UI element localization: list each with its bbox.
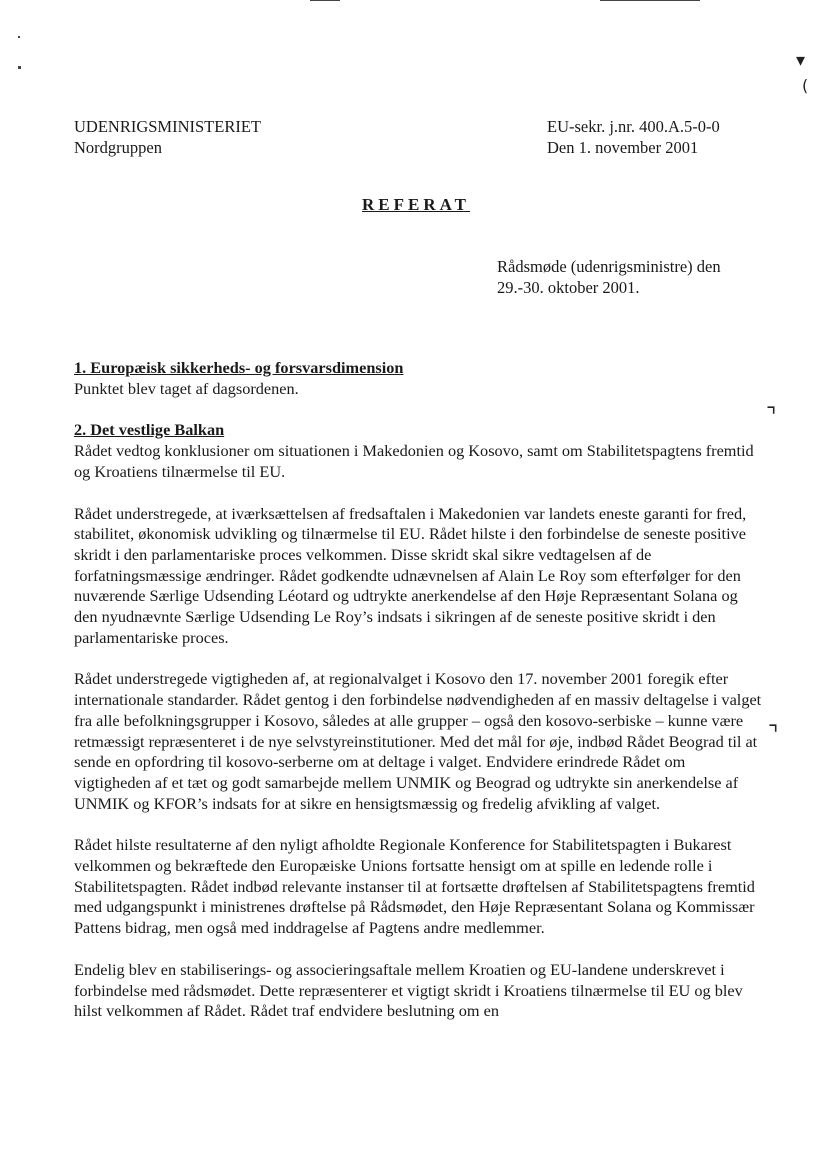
margin-bracket-icon: ⌝	[768, 722, 779, 747]
scan-mark	[18, 36, 20, 38]
department-name: Nordgruppen	[74, 138, 162, 157]
margin-mark-icon: (	[802, 76, 809, 95]
reference-block	[547, 116, 720, 158]
section-1	[74, 358, 764, 399]
meeting-line-2: 29.-30. oktober 2001.	[497, 278, 640, 297]
document-date: Den 1. november 2001	[547, 138, 699, 157]
document-title: REFERAT	[362, 195, 470, 214]
scan-mark	[310, 0, 340, 1]
section-paragraph: Rådet hilste resultaterne af den nyligt afholdte Regionale Konference for Stabilitetspagten i Bukarest velkommen og bekræftede den Europæiske Unions fortsatte hensigt om at spille en ledende rolle i Stabilitetspagten. Rådet indbød relevante instanser til at fortsætte drøftelsen af Stabilitetspagtens fremtid med udgangspunkt i ministrenes drøftelse på Rådsmødet, den Høje Repræsentant Solana og Kommissær Pattens bidrag, men også med inddragelse af Pagtens andre medlemmer.	[74, 835, 755, 938]
margin-bracket-icon: ⌝	[766, 404, 777, 429]
meeting-info	[497, 256, 777, 298]
section-paragraph: Punktet blev taget af dagsordenen.	[74, 378, 299, 398]
document-body	[74, 358, 764, 1043]
sender-block	[74, 116, 261, 158]
section-paragraph: Rådet understregede, at iværksættelsen af fredsaftalen i Makedonien var landets eneste garanti for fred, stabilitet, økonomisk udvikling og tilnærmelse til EU. Rådet hilste i den forbindelse de seneste positive skridt i den parlamentariske proces velkommen. Disse skridt skal sikre vedtagelsen af de forfatningsmæssige ændringer. Rådet godkendte udnævnelsen af Alain Le Roy som efterfølger for den nuværende Særlige Udsending Léotard og udtrykte anerkendelse af den Høje Repræsentant Solana og den nyudnævnte Særlige Udsending Le Roy’s indsats i sikringen af de seneste positive skridt i den parlamentariske proces.	[74, 503, 747, 647]
section-paragraph: Endelig blev en stabiliserings- og associeringsaftale mellem Kroatien og EU-landene underskrevet i forbindelse med rådsmødet. Dette repræsenterer et vigtigt skridt i Kroatiens tilnærmelse til EU og blev hilst velkommen af Rådet. Rådet traf endvidere beslutning om en	[74, 959, 743, 1021]
meeting-line-1: Rådsmøde (udenrigsministre) den	[497, 257, 721, 276]
section-heading: 2. Det vestlige Balkan	[74, 420, 225, 440]
section-heading: 1. Europæisk sikkerheds- og forsvarsdimension	[74, 358, 404, 377]
section-paragraph: Rådet vedtog konklusioner om situationen i Makedonien og Kosovo, samt om Stabilitetspagtens fremtid og Kroatiens tilnærmelse til EU.	[74, 441, 754, 481]
ministry-name: UDENRIGSMINISTERIET	[74, 117, 261, 136]
scan-mark	[18, 66, 21, 69]
journal-number: EU-sekr. j.nr. 400.A.5-0-0	[547, 117, 720, 136]
section-paragraph: Rådet understregede vigtigheden af, at regionalvalget i Kosovo den 17. november 2001 foregik efter internationale standarder. Rådet gentog i den forbindelse nødvendigheden af en massiv deltagelse i valget fra alle befolkningsgrupper i Kosovo, således at alle grupper – også den kosovo-serbiske – kunne være retmæssigt repræsenteret i de nye selvstyreinstitutioner. Med det mål for øje, indbød Rådet Beograd til at sende en opfordring til kosovo-serberne om at deltage i valget. Endvidere erindrede Rådet om vigtigheden af et tæt og godt samarbejde mellem UNMIK og Beograd og udtrykte sin anerkendelse af UNMIK og KFOR’s indsats for at sikre en hensigtsmæssig og fredelig afvikling af valget.	[74, 669, 762, 813]
margin-mark-icon: ▾	[796, 50, 806, 71]
section-2	[74, 420, 764, 1022]
scan-mark	[600, 0, 700, 1]
